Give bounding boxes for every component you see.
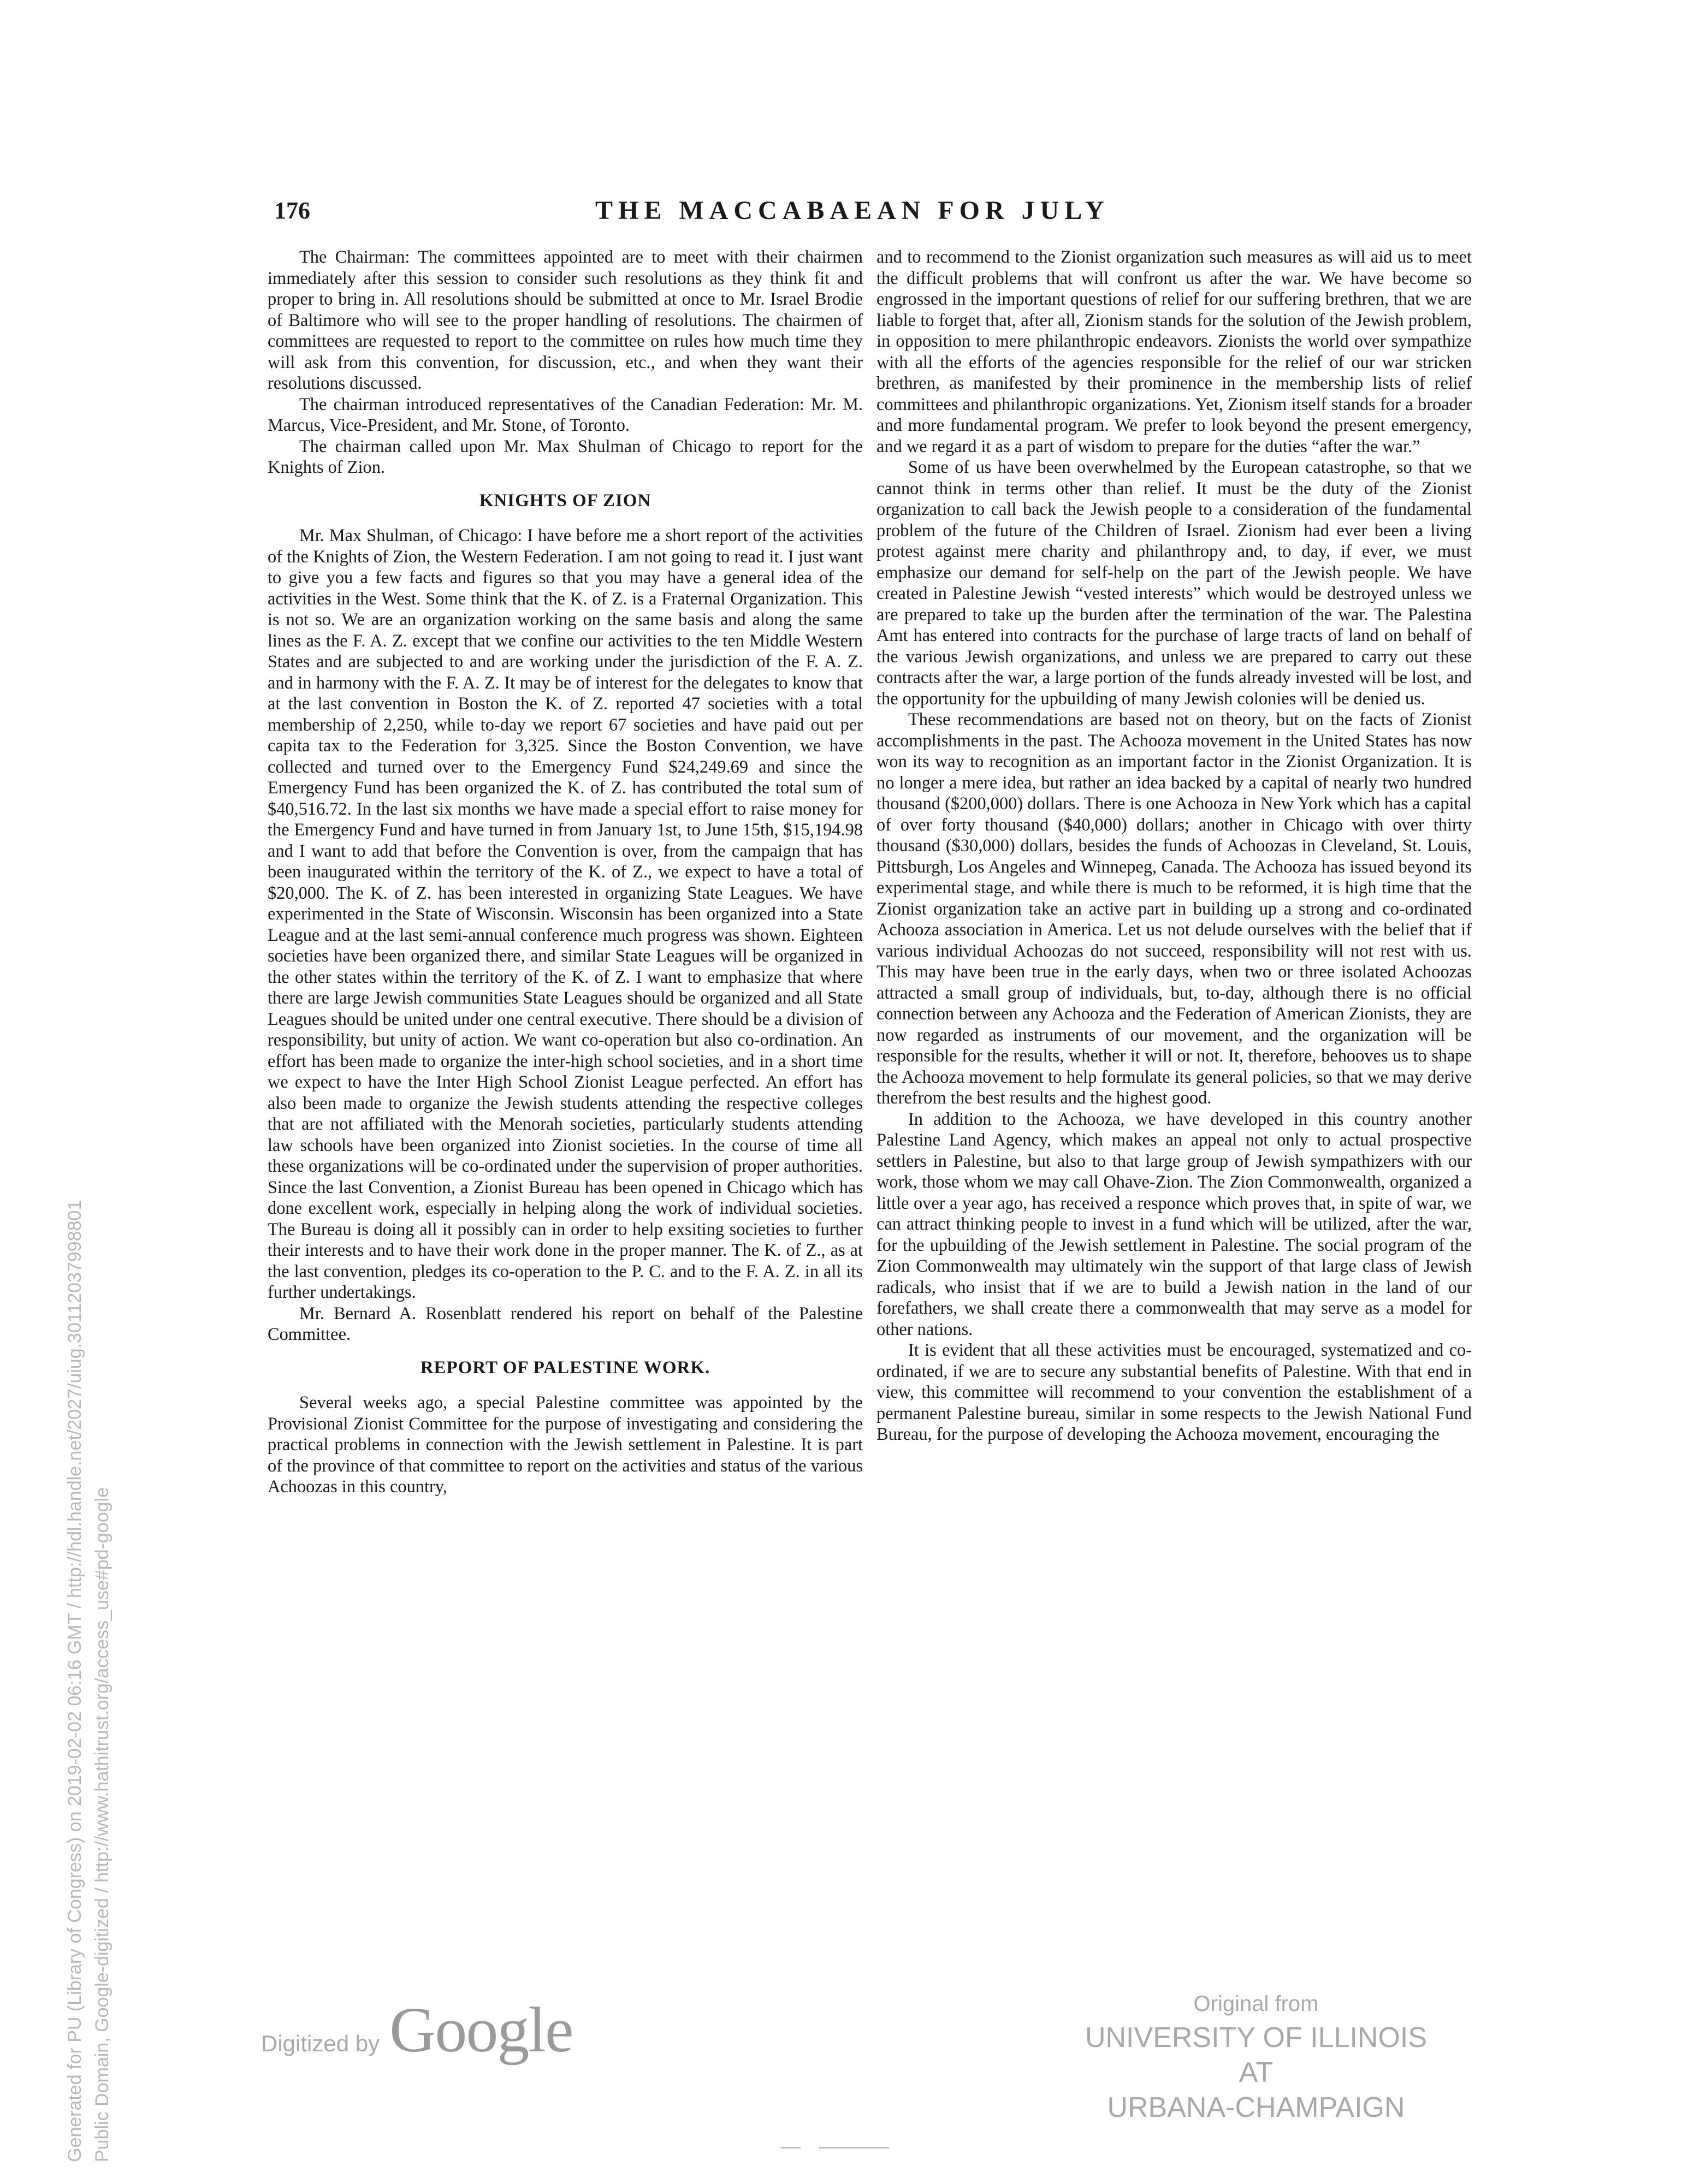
paragraph: Mr. Max Shulman, of Chicago: I have before me a short report of the activities of the Knights of Zion, the Western Federation. I am not going to read it. I just want to give you a few facts and figures so that you may have a general idea of the activities in the West. Some think that the K. of Z. is a Fraternal Organization. This is not so. We are an organization working on the same basis and along the same lines as the F. A. Z. except that we confine our activities to the ten Middle Western States and are subjected to and are working under the jurisdiction of the F. A. Z. and in harmony with the F. A. Z. It may be of interest for the delegates to know that at the last convention in Boston the K. of Z. reported 47 societies with a total membership of 2,250, while to-day we report 67 societies and have paid out per capita tax to the Federation for 3,325. Since the Boston Convention, we have collected and turned over to the Emergency Fund $24,249.69 and since the Emergency Fund has been organized the K. of Z. has contributed the total sum of $40,516.72. In the last six months we have made a special effort to raise money for the Emergency Fund and have turned in from January 1st, to June 15th, $15,194.98 and I want to add that before the Convention is over, from the campaign that has been inaugurated within the territory of the K. of Z., we expect to have a total of $20,000. The K. of Z. has been interested in organizing State Leagues. We have experimented in the State of Wisconsin. Wisconsin has been organized into a State League and at the last semi-annual conference much progress was shown. Eighteen societies have been organized there, and similar State Leagues will be organized in the other states within the territory of the K. of Z. I want to emphasize that where there are large Jewish communities State Leagues should be organized and all State Leagues should be united under one central executive. There should be a division of responsibility, but unity of action. We want co-operation but also co-ordination. An effort has been made to organize the inter-high school societies, and in a short time we expect to have the Inter High School Zionist League perfected. An effort has also been made to organize the Jewish students attending the respective colleges that are not affiliated with the Menorah societies, particularly students attending law schools have been organized into Zionist societies. In the course of time all these organizations will be co-ordinated under the supervision of proper authorities. Since the last Convention, a Zionist Bureau has been opened in Chicago which has done excellent work, especially in helping along the work of individual societies. The Bureau is doing all it possibly can in order to help exsiting societies to further their interests and to have their work done in the proper manner. The K. of Z., as at the last convention, pledges its co-operation to the P. C. and to the F. A. Z. in all its further undertakings.: [268, 526, 863, 1302]
institution-name: UNIVERSITY OF ILLINOIS AT: [1085, 2022, 1428, 2088]
divider: [781, 2147, 801, 2149]
right-column: [876, 247, 1472, 1445]
paragraph-continued: and to recommend to the Zionist organization such measures as will aid us to meet the difficult problems that will confront us after the war. We have become so engrossed in the important questions of relief for our suffering brethren, that we are liable to forget that, after all, Zionism stands for the solution of the Jewish problem, in opposition to mere philanthropic endeavors. Zionists the world over sympathize with all the efforts of the agencies responsible for the relief of our war stricken brethren, as manifested by their prominence in the membership lists of relief committees and philanthropic organizations. Yet, Zionism itself stands for a broader and more fundamental program. We prefer to look beyond the present emergency, and we regard it as a part of wisdom to prepare for the duties “after the war.”: [876, 247, 1472, 456]
original-from-label: Original from: [1193, 1992, 1319, 2016]
original-source: [1065, 1987, 1447, 2125]
paragraph: The chairman introduced representatives of the Canadian Federation: Mr. M. Marcus, Vice-President, and Mr. Stone, of Toronto.: [268, 394, 863, 435]
watermark-line: Public Domain, Google-digitized / http://www.hathitrust.org/access_use#pd-google: [92, 1487, 112, 2162]
paragraph: The chairman called upon Mr. Max Shulman of Chicago to report for the Knights of Zion.: [268, 436, 863, 477]
paragraph: Some of us have been overwhelmed by the European catastrophe, so that we cannot think in terms other than relief. It must be the duty of the Zionist organization to call back the Jewish people to a consideration of the fundamental problem of the future of the Children of Israel. Zionism had ever been a living protest against mere charity and philanthropy and, to day, if ever, we must emphasize our demand for self-help on the part of the Jewish people. We have created in Palestine Jewish “vested interests” which would be destroyed unless we are prepared to take up the burden after the termination of the war. The Palestina Amt has entered into contracts for the purchase of large tracts of land on behalf of the various Jewish organizations, and unless we are prepared to carry out these contracts after the war, a large portion of the funds already invested will be lost, and the opportunity for the upbuilding of many Jewish colonies will be denied us.: [876, 458, 1472, 709]
page-number: 176: [274, 197, 310, 224]
divider: [819, 2147, 889, 2149]
hathitrust-watermark: [61, 1200, 116, 2162]
paragraph: It is evident that all these activities must be encouraged, systematized and co-ordinated, if we are to secure any substantial benefits of Palestine. With that end in view, this committee will recommend to your convention the establishment of a permanent Palestine bureau, similar in some respects to the Jewish National Fund Bureau, for the purpose of developing the Achooza movement, encouraging the: [876, 1340, 1472, 1444]
section-heading: KNIGHTS OF ZION: [479, 490, 651, 511]
paragraph: The Chairman: The committees appointed are to meet with their chairmen immediately after this session to consider such resolutions as they think fit and proper to bring in. All resolutions should be submitted at once to Mr. Israel Brodie of Baltimore who will see to the proper handling of resolutions. The chairmen of committees are requested to report to the committee on rules how much time they will ask from this convention, for discussion, etc., and when they want their resolutions discussed.: [268, 247, 863, 393]
google-logo: Google: [389, 1994, 573, 2066]
paragraph: Several weeks ago, a special Palestine committee was appointed by the Provisional Zionist Committee for the purpose of investigating and considering the practical problems in connection with the Jewish settlement in Palestine. It is part of the province of that committee to report on the activities and status of the various Achoozas in this country,: [268, 1393, 863, 1497]
paragraph: In addition to the Achooza, we have developed in this country another Palestine Land Agency, which makes an appeal not only to actual prospective settlers in Palestine, but also to that large group of Jewish sympathizers with our work, those whom we may call Ohave-Zion. The Zion Commonwealth, organized a little over a year ago, has received a responce which proves that, in spite of war, we can attract thinking people to invest in a fund which will be utilized, after the war, for the upbuilding of the Jewish settlement in Palestine. The social program of the Zion Commonwealth may ultimately win the support of that large class of Jewish radicals, who insist that if we are to build a Jewish nation in the land of our forefathers, we shall create there a commonwealth that may serve as a model for other nations.: [876, 1109, 1472, 1339]
left-column: [268, 247, 863, 1498]
watermark-line: Generated for PU (Library of Congress) on 2019-02-02 06:16 GMT / http://hdl.handle.net/2027/uiug.30112037998801: [64, 1200, 85, 2162]
institution-name: URBANA-CHAMPAIGN: [1107, 2092, 1405, 2123]
digitized-by-label: Digitized by: [261, 2031, 380, 2056]
running-title: THE MACCABAEAN FOR JULY: [595, 196, 1110, 225]
section-heading: REPORT OF PALESTINE WORK.: [420, 1357, 710, 1378]
paragraph: These recommendations are based not on theory, but on the facts of Zionist accomplishments in the past. The Achooza movement in the United States has now won its way to recognition as an important factor in the Zionist Organization. It is no longer a mere idea, but rather an idea backed by a capital of nearly two hundred thousand ($200,000) dollars. There is one Achooza in New York which has a capital of over forty thousand ($40,000) dollars; another in Chicago with over thirty thousand ($30,000) dollars, besides the funds of Achoozas in Cleveland, St. Louis, Pittsburgh, Los Angeles and Winnepeg, Canada. The Achooza has issued beyond its experimental stage, and while there is much to be reformed, it is high time that the Zionist organization take an active part in building up a strong and co-ordinated Achooza association in America. Let us not delude ourselves with the belief that if various individual Achoozas do not succeed, responsibility will not rest with us. This may have been true in the early days, when two or three isolated Achoozas attracted a small group of individuals, but, to-day, although there is no official connection between any Achooza and the Federation of American Zionists, they are now regarded as instruments of our movement, and the organization will be responsible for the results, whether it will or not. It, therefore, behooves us to shape the Achooza movement to help formulate its general policies, so that we may derive therefrom the best results and the highest good.: [876, 710, 1472, 1108]
paragraph: Mr. Bernard A. Rosenblatt rendered his report on behalf of the Palestine Committee.: [268, 1303, 863, 1344]
digitized-by-google: [261, 1993, 572, 2067]
